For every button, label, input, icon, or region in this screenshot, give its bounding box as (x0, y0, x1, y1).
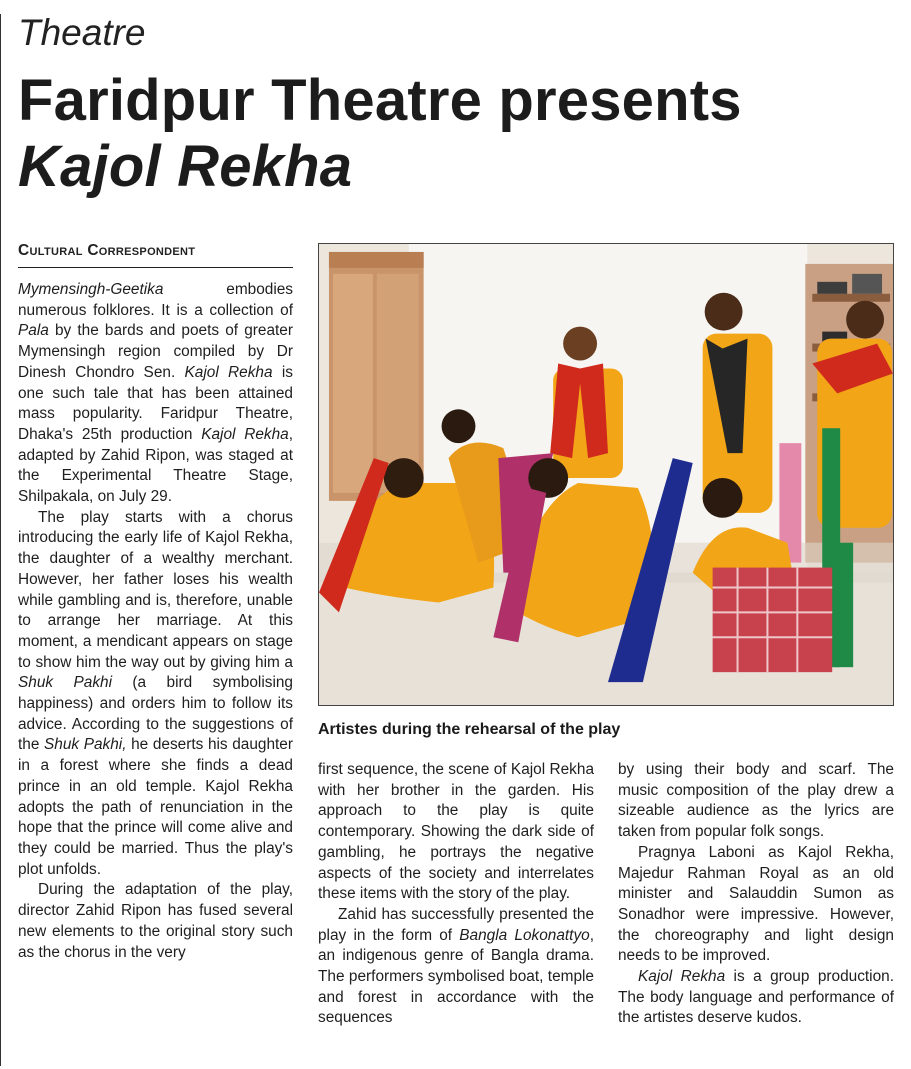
italic-run: Shuk Pakhi, (44, 736, 127, 754)
text-run: , an indigenous genre of Bangla drama. The performers symbolised boat, temple and forest in accordance with the sequences (318, 926, 594, 1027)
paragraph-8 (618, 967, 894, 1029)
headline-line-1: Faridpur Theatre presents (18, 68, 742, 133)
paragraph-6 (618, 760, 894, 843)
text-run: , adapted by Zahid Ripon, was staged at the Experimental Theatre Stage, Shilpakala, on July 29. (18, 425, 293, 506)
paragraph-3 (18, 880, 293, 963)
paragraph-7 (618, 843, 894, 967)
italic-run: Bangla Lokonattyo (459, 926, 590, 944)
rehearsal-photo-illustration (319, 244, 893, 705)
headline-line-2: Kajol Rekha (18, 134, 353, 199)
paragraph-4 (318, 760, 594, 905)
section-label: Theatre (18, 12, 146, 53)
headline (18, 68, 742, 200)
italic-run: Shuk Pakhi (18, 674, 112, 692)
text-run: embodies numerous folklores. It is a collection of (18, 281, 293, 319)
text-run: first sequence, the scene of Kajol Rekha with her brother in the garden. His approach to the play is quite contemporary. Showing the dark side of gambling, he portrays the negative aspects of the society and interrelates these items with the story of the play. (318, 761, 594, 903)
left-column-rule (0, 14, 1, 1066)
text-run: is a group production. The body language and performance of the artistes deserve kudos. (618, 968, 894, 1027)
text-run: Pragnya Laboni as Kajol Rekha, Majedur Rahman Royal as an old minister and Salauddin Sumon as Sonadhor were impressive. However, the choreography and light design needs to be improved. (618, 843, 894, 965)
paragraph-1 (18, 280, 293, 508)
italic-run: Pala (18, 322, 49, 340)
text-run: he deserts his daughter in a forest where she finds a dead prince in an old temple. Kajol Rekha adopts the path of renunciation in the hope that the prince will come alive and they could be married. Thus the play's plot unfolds. (18, 736, 293, 878)
italic-run: Kajol Rekha (184, 363, 273, 381)
text-run: by using their body and scarf. The music composition of the play drew a sizeable audience as the lyrics are taken from popular folk songs. (618, 761, 894, 841)
byline: Cultural Correspondent (18, 242, 293, 268)
text-run: by the bards and poets of greater Mymensingh region compiled by Dr Dinesh Chondro Sen. (18, 322, 293, 381)
text-run: Zahid has successfully presented the play in the form of (318, 905, 594, 944)
article-column-1 (18, 280, 293, 963)
rehearsal-photo (318, 243, 894, 706)
italic-run: Kajol Rekha (638, 968, 726, 986)
article-column-3 (618, 760, 894, 1029)
italic-run: Kajol Rekha (201, 425, 289, 443)
text-run: (a bird symbolising happiness) and orders him to follow its advice. According to the suggestions of the (18, 674, 293, 754)
paragraph-5 (318, 905, 594, 1029)
photo-caption: Artistes during the rehearsal of the play (318, 721, 621, 738)
article-column-2 (318, 760, 594, 1029)
text-run: is one such tale that has been attained mass popularity. Faridpur Theatre, Dhaka's 25th production (18, 363, 293, 443)
paragraph-2 (18, 508, 293, 881)
text-run: The play starts with a chorus introducing the early life of Kajol Rekha, the daughter of a wealthy merchant. However, her father loses his wealth while gambling and is, therefore, unable to arrange her marriage. At this moment, a mendicant appears on stage to show him the way out by giving him a (18, 508, 293, 671)
text-run: During the adaptation of the play, director Zahid Ripon has fused several new elements to the original story such as the chorus in the very (18, 881, 293, 961)
italic-run: Mymensingh-Geetika (18, 281, 164, 298)
